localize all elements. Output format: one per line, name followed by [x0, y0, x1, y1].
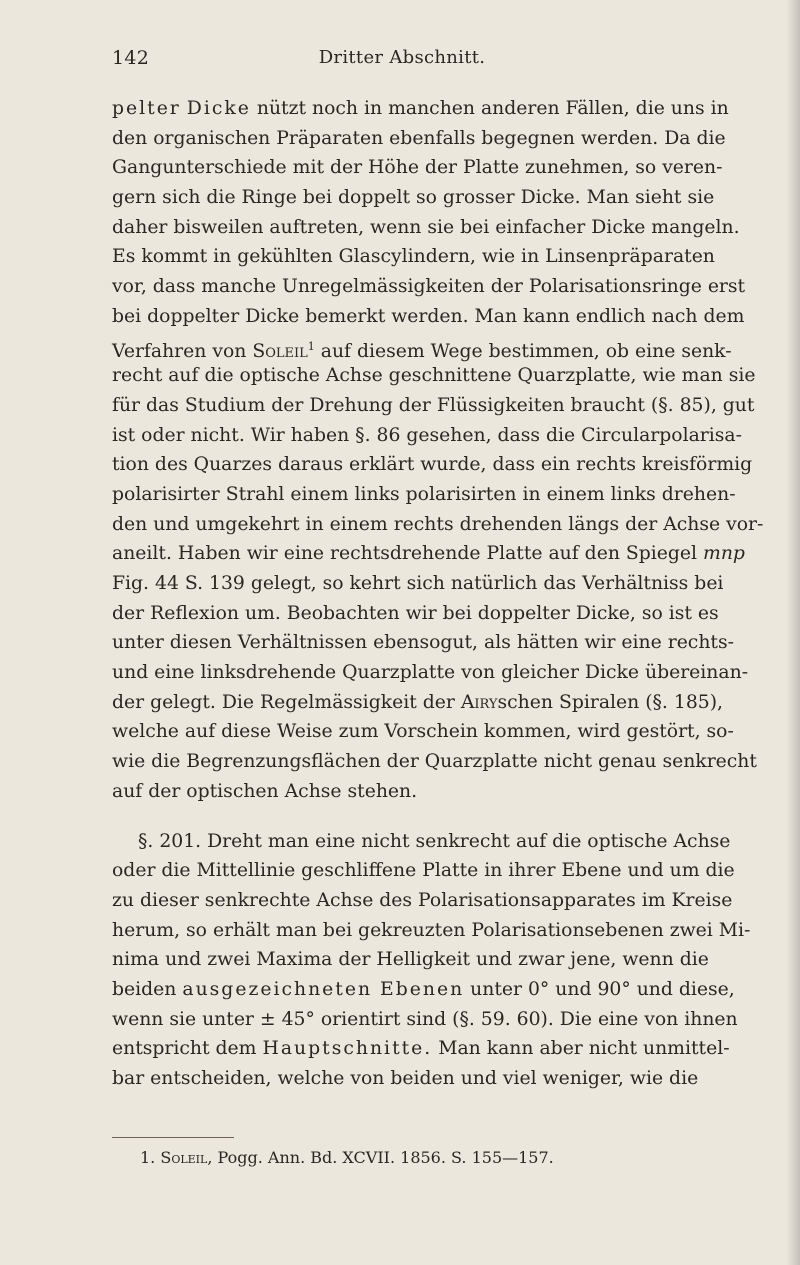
- text-line: recht auf die optische Achse geschnittene Quarzplatte, wie man sie: [112, 365, 756, 387]
- paragraph-1: [112, 94, 764, 807]
- text-line: gern sich die Ringe bei doppelt so grosser Dicke. Man sieht sie: [112, 187, 715, 209]
- text-line: welche auf diese Weise zum Vorschein kommen, wird gestört, so-: [112, 721, 734, 743]
- running-head: Dritter Abschnitt.: [318, 47, 486, 68]
- text-line: Gangunterschiede mit der Höhe der Platte zunehmen, so veren-: [112, 157, 723, 179]
- text-line: auf der optischen Achse stehen.: [112, 780, 418, 802]
- author-name: Airy: [460, 691, 498, 713]
- footnote-number: 1.: [140, 1148, 156, 1167]
- spaced-term: Dicke: [186, 98, 251, 119]
- spaced-term: ausgezeichneten Ebenen: [182, 978, 465, 1000]
- text-line: entspricht dem Hauptschnitte. Man kann aber nicht unmittel-: [112, 1038, 730, 1060]
- text-line: bei doppelter Dicke bemerkt werden. Man kann endlich nach dem: [112, 305, 745, 327]
- spaced-term: Hauptschnitte.: [262, 1038, 433, 1060]
- text-line: daher bisweilen auftreten, wenn sie bei einfacher Dicke mangeln.: [112, 216, 740, 238]
- italic-term: mnp: [703, 543, 745, 565]
- text-line: der gelegt. Die Regelmässigkeit der Airyschen Spiralen (§. 185),: [112, 691, 724, 713]
- text-line: nima und zwei Maxima der Helligkeit und zwar jene, wenn die: [112, 949, 709, 971]
- text-line: zu dieser senkrechte Achse des Polarisationsapparates im Kreise: [112, 889, 733, 911]
- body-text: [112, 94, 764, 1094]
- text-line: wie die Begrenzungsflächen der Quarzplatte nicht genau senkrecht: [112, 751, 757, 773]
- text-line: für das Studium der Drehung der Flüssigkeiten braucht (§. 85), gut: [112, 394, 755, 416]
- footnote-author: Soleil: [160, 1148, 208, 1167]
- text-line: den organischen Präparaten ebenfalls begegnen werden. Da die: [112, 127, 726, 149]
- text-line: tion des Quarzes daraus erklärt wurde, dass ein rechts kreisförmig: [112, 454, 753, 476]
- page-number: 142: [112, 47, 150, 69]
- text-line: vor, dass manche Unregelmässigkeiten der Polarisationsringe erst: [112, 276, 746, 298]
- text-line: Fig. 44 S. 139 gelegt, so kehrt sich natürlich das Verhältniss bei: [112, 573, 724, 594]
- footnote-rule: [112, 1137, 234, 1138]
- text-line: oder die Mittellinie geschliffene Platte in ihrer Ebene und um die: [112, 860, 735, 882]
- text-line: pelter Dicke nützt noch in manchen anderen Fällen, die uns in: [112, 98, 729, 119]
- page-edge-shadow: [786, 0, 800, 1265]
- text-line: herum, so erhält man bei gekreuzten Polarisationsebenen zwei Mi-: [112, 919, 751, 941]
- footnote-text: , Pogg. Ann. Bd. XCVII. 1856. S. 155—157.: [207, 1148, 554, 1167]
- text-line: und eine linksdrehende Quarzplatte von gleicher Dicke übereinan-: [112, 662, 749, 684]
- author-name: Soleil: [252, 340, 308, 362]
- footnote-marker: 1: [307, 339, 315, 353]
- text-line: polarisirter Strahl einem links polarisirten in einem links drehen-: [112, 483, 736, 505]
- footnote: [140, 1148, 700, 1168]
- text-line: Verfahren von Soleil$^1$ auf diesem Wege bestimmen, ob eine senk-: [112, 339, 732, 362]
- text-line: unter diesen Verhältnissen ebensogut, als hätten wir eine rechts-: [112, 632, 734, 654]
- text-line: Es kommt in gekühlten Glascylindern, wie in Linsenpräparaten: [112, 246, 715, 268]
- text-line: ist oder nicht. Wir haben §. 86 gesehen, dass die Circularpolarisa-: [112, 424, 742, 446]
- text-line: der Reflexion um. Beobachten wir bei doppelter Dicke, so ist es: [112, 602, 719, 624]
- paragraph-2: [112, 827, 751, 1094]
- text-line: §. 201. Dreht man eine nicht senkrecht auf die optische Achse: [138, 830, 731, 852]
- text-line: wenn sie unter ± 45° orientirt sind (§. 59. 60). Die eine von ihnen: [112, 1008, 738, 1030]
- text-line: beiden ausgezeichneten Ebenen unter 0° und 90° und diese,: [112, 978, 735, 1000]
- text-line: bar entscheiden, welche von beiden und viel weniger, wie die: [112, 1068, 699, 1089]
- page-header: [112, 47, 692, 81]
- text-line: aneilt. Haben wir eine rechtsdrehende Platte auf den Spiegel mnp: [112, 543, 745, 565]
- text-line: den und umgekehrt in einem rechts drehenden längs der Achse vor-: [112, 513, 764, 535]
- paragraph-gap: [112, 807, 692, 827]
